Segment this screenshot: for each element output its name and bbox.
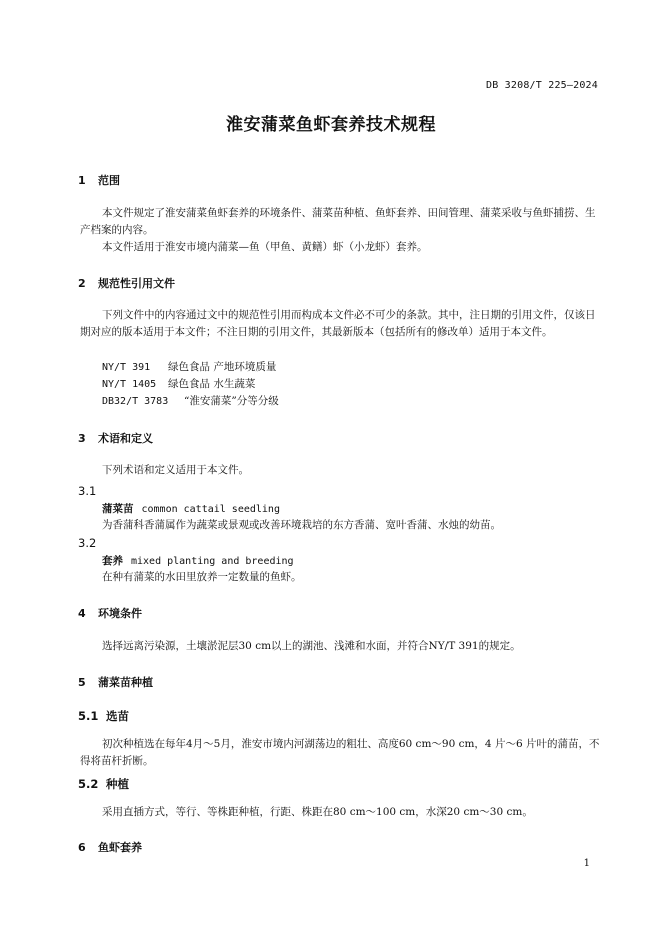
section-3-number: 3 <box>78 432 86 445</box>
section-4-paragraph-1: 选择远离污染源，土壤淤泥层30 cm以上的湖池、浅滩和水面，并符合NY/T 391的规定。 <box>102 640 521 652</box>
subsection-5-1-number: 5.1 <box>78 709 99 723</box>
reference-name: 绿色食品 产地环境质量 <box>168 361 277 373</box>
section-2-number: 2 <box>78 277 86 290</box>
page-number: 1 <box>583 858 590 869</box>
subsection-5-2-number: 5.2 <box>78 777 99 791</box>
section-5-title: 蒲菜苗种植 <box>98 676 153 689</box>
section-6-number: 6 <box>78 841 86 854</box>
reference-name: 绿色食品 水生蔬菜 <box>168 378 256 390</box>
subsection-5-2-heading <box>78 776 129 792</box>
term-3-1-en: common cattail seedling <box>141 504 280 515</box>
section-4-number: 4 <box>78 607 86 620</box>
section-1-paragraph-2: 本文件适用于淮安市境内蒲菜—鱼（甲鱼、黄鳝）虾（小龙虾）套养。 <box>102 241 428 253</box>
section-3-heading <box>78 430 153 446</box>
term-3-2-number: 3.2 <box>78 536 97 550</box>
reference-code: NY/T 1405 <box>102 379 157 390</box>
section-2-title: 规范性引用文件 <box>98 277 175 290</box>
term-3-2-zh: 套养 <box>102 555 123 567</box>
subsection-5-1-heading <box>78 708 129 724</box>
reference-code: NY/T 391 <box>102 362 151 373</box>
reference-item <box>102 359 276 376</box>
subsection-5-1-paragraph: 初次种植选在每年4月～5月，淮安市境内河湖荡边的粗壮、高度60 cm～90 cm，4 片～6 片叶的蒲苗，不得将苗杆折断。 <box>80 738 600 767</box>
section-5-heading <box>78 674 153 690</box>
section-4-heading <box>78 605 142 621</box>
section-2-heading <box>78 275 175 291</box>
term-3-2-heading <box>102 553 294 568</box>
term-3-1-definition: 为香蒲科香蒲属作为蔬菜或景观或改善环境栽培的东方香蒲、宽叶香蒲、水烛的幼苗。 <box>102 519 501 531</box>
section-2-paragraph-1: 下列文件中的内容通过文中的规范性引用而构成本文件必不可少的条款。其中，注日期的引用文件，仅该日期对应的版本适用于本文件；不注日期的引用文件，其最新版本（包括所有的修改单）适用于本文件。 <box>80 309 596 338</box>
section-1-number: 1 <box>78 174 86 187</box>
section-1-title: 范围 <box>98 174 120 187</box>
section-1-paragraph-1: 本文件规定了淮安蒲菜鱼虾套养的环境条件、蒲菜苗种植、鱼虾套养、田间管理、蒲菜采收与鱼虾捕捞、生产档案的内容。 <box>80 207 596 236</box>
section-1-heading <box>78 172 120 188</box>
section-4-title: 环境条件 <box>98 607 142 620</box>
document-number: DB 3208/T 225—2024 <box>486 80 598 91</box>
section-6-title: 鱼虾套养 <box>98 841 142 854</box>
term-3-2-en: mixed planting and breeding <box>131 556 294 567</box>
document-title: 淮安蒲菜鱼虾套养技术规程 <box>226 115 436 135</box>
term-3-2-definition: 在种有蒲菜的水田里放养一定数量的鱼虾。 <box>102 571 302 583</box>
section-5-number: 5 <box>78 676 86 689</box>
section-3-title: 术语和定义 <box>98 432 153 445</box>
term-3-1-zh: 蒲菜苗 <box>102 503 134 515</box>
term-3-1-heading <box>102 501 280 516</box>
subsection-5-2-paragraph: 采用直插方式，等行、等株距种植，行距、株距在80 cm～100 cm，水深20 cm～30 cm。 <box>102 806 533 818</box>
subsection-5-1-title: 选苗 <box>106 709 129 723</box>
reference-item <box>102 376 255 393</box>
reference-item <box>102 393 279 410</box>
term-3-1-number: 3.1 <box>78 484 97 498</box>
section-6-heading <box>78 839 142 855</box>
reference-name: “淮安蒲菜”分等分级 <box>184 395 279 407</box>
section-3-paragraph-1: 下列术语和定义适用于本文件。 <box>102 464 249 476</box>
reference-code: DB32/T 3783 <box>102 396 169 407</box>
subsection-5-2-title: 种植 <box>106 777 129 791</box>
